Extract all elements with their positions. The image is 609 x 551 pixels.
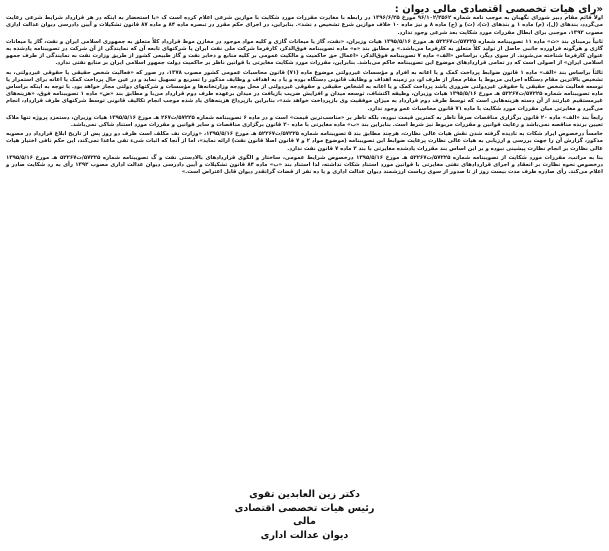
paragraph-fifth: خامساً درخصوص ایراد شکات به نادیده گرفته شدن نقش هیات عالی نظارت، هرچند مطابق بند ۵ تصویبنامه شماره ۵۷۲۲۵/ت۵۲۲۶۷ هـ مورخ ۱۳۹۵/۵/۱۶، «وزارت نف مکلف است ظرف دو روز پس از تاریخ ابلاغ قرارداد در مصوبه مذکور، گزارش آن را جهت بررسی و ارزیابی به هیات عالی نظارت پرعایت ضوابط این تصویبنامه (موضوع مواد ۲ و ۷ قانون اصلا قانون نفت) ارائه نماید»، اما از آنجا که اثبات شیء نفی ماعدا نمی‌کند، این حکم نافی اختیار هیات عالی نظارت بر انجام نظارت پیشینی نبوده و بر این اساس بند مقررات یادشده مغایرتی با بند ۲ ماده ۷ قانون نفت ندارد. bbox=[6, 131, 603, 152]
signatory-subtitle: مالی bbox=[293, 516, 316, 527]
paragraph-third: ثالثاً براساس بند «الف» ماده ۱ قانون ضوابط پرداخت کمک و یا اعانه به افراد و مؤسسات غیردولتی موضوع ماده (۷۱) قانون محاسبات عمومی کشور مصوب ۱۳۷۸، در صور که «فعالیت شخص حقیقی یا حقوقی غیردولتی، به تشخیص بالاترین مقام دستگاه اجرایی مربوط یا مقام مجاز از طرف او، در زمینه اهداف و وظایف قانونی دستگاه بوده و یا د به اهداف و وظایف مذکور را تسریع و تسهیل نماید و در عین حال پرداخت کمک یا اعانه برای استمرار یا توسعه فعالیت شخص حقیقی یا حقوقی غیردولتی ضروری باشد پرداخت کمک و یا اعانه به اشخاص حقیقی و حقوقی غیردولتی از محل بودجه وزارتخانه‌ها و مؤسسات و شرکتهای دولتی مجاز خواهد بود. با توجه به اینکه براساس ماده تصویبنامه شماره ۵۷۲۲۵/ت۵۲۲۶۷ هـ مورخ ۱۳۹۵/۵/۱۶ هیات وزیران، وظیفه اکتشاف، توسعه میدان و افزایش ضریب بازیافت در میدان برعهده طرف دوم قرارداد می‌با و مطابق بند «ض» ماده ۱ تصویبنامه فوق، «هزینه‌های غیرمستقیم عبارتند از آن دسته هزینه‌هایی است که توسط طرف دوم قرارداد به میزان موفقیت وی بازپرداخت خواهد شد»، بنابراین بازپرداخ هزینه‌های یاد شده موجب انجام تکالیف قانونی توسط شرکتهای طرف قرارداد، انجام می‌گیرد و مغایرتی میان مقررات مورد شکایت با ماده ۷۱ قانون محاسبات عمو وجود ندارد. bbox=[6, 69, 604, 112]
signature-block bbox=[0, 488, 609, 542]
ruling-heading: «رای هیات تخصصی اقتصادی مالی دیوان : bbox=[394, 4, 603, 15]
paragraph-conclusion: بنا به مراتب، مقررات مورد شکایت از تصویبنامه شماره ۵۷۲۲۵/ت۵۲۲۶۷ هـ مورخ ۱۳۹۵/۵/۱۶ درخصوص شرایط عمومی، ساختار و الگوی قراردادهای بالادستی نفت و گ تصویبنامه شماره ۵۷۲۲۵/ت۵۲۲۶۷ هـ مورخ ۱۳۹۵/۵/۱۶ درخصوص نحوه نظارت بر انعقاد و اجرای قراردادهای نفتی مغایرتی با قوانین مورد استناد شکات نداشته، لذا استناد بند «ب» ماده ۸۴ قانون تشکیلات و آیین دادرسی دیوان عدالت اداری مصوب ۱۳۹۲ رأی به رد شکایت صادر و اعلام می‌کند. رأی صادره ظرف مدت بیست روز از تا صدور از سوی ریاست ارزشمند دیوان عدالت اداری و یا ده نفر از قضات گرانقدر دیوان قابل اعتراض است.» bbox=[6, 154, 604, 176]
signatory-organization: دیوان عدالت اداری bbox=[260, 529, 349, 541]
paragraph-first: اولاً قائم مقام دبیر شورای نگهبان به موجب نامه شماره ۹۶/۱۰۲/۲۵۶۲ مورخ ۱۳۹۶/۶/۲۵ در رابطه با مغایرت مقررات مورد شکایت با موازین شرعی اعلام کرده است ک «با استحضار به اینکه در هر قرارداد شرایط شرعی رعایت می‌گردد، بندهای (ل)، (م) ماده ۱ و بندهای (ث)، (ت) و (ج) ماده ۸ و نیز ماده ۱۰ خلاف موازین شرع تشخیص د نشد». بنابراین، در اجرای حکم مقرر در تبصره ماده ۸۴ و ماده ۸۷ قانون تشکیلات و آیین دادرسی دیوان عدالت اداری مصوب ۱۳۹۲، موجبی برای ابطال مقررات مورد شکایت بعد شرعی وجود ندارد. bbox=[6, 15, 604, 36]
paragraph-fourth: رابعاً بند «الف» ماده ۲۰ قانون برگزاری مناقصات صرفاً ناظر به کمترین قیمت نبوده، بلکه ناظر بر «مناسب‌ترین قیمت» است و در ماده ۶ تصویبنامه شماره ۵۷۲۲۵/ت۲۶۷ هـ مورخ ۱۳۹۵/۵/۱۶ هیات وزیران، دستمزد پروژه تنها ملاک تعیین برنده مناقصه نمی‌باشد و رعایت قوانین و مقررات مربوط نیز شرط است. بنابراین بند «ب» ماده مغایرتی با ماده ۲۰ قانون برگزاری مناقصات و سایر قوانین و مقررات مورد استناد شاکی نمی‌باشد. bbox=[6, 114, 603, 129]
signatory-title: رئیس هیات تخصصی اقتصادی bbox=[234, 502, 375, 514]
signatory-name: دکتر زین العابدین تقوی bbox=[249, 489, 360, 500]
paragraph-second: ثانیاً برمبنای بند «ث» ماده ۱۱ تصویبنامه شماره ۵۷۲۲۵/ت۵۲۲۶۷ هـ مورخ ۱۳۹۵/۵/۱۶ هیات وزیران، «نفت، گاز یا میعانات گازی و کلیه مواد موجود در مخازن موظ قرارداد کلاً متعلق به جمهوری اسلامی ایران و نفت، گاز یا میعانات گازی و هرگونه فراورده جانبی حاصل از تولید کلاً متعلق به کارفرما می‌باشد.» و مطابق بند «ه» ماده تصویبنامه فوق‌الذکر، کارفرما شرکت ملی نفت ایران یا شرکتهای تابعه آن که نمایندگی از آن شرکت در تصویبنامه یادشده به عنوان کارفرما شناخته می‌شوند. از سوی دیگر، براساس «الف» ماده ۷ تصویبنامه فوق‌الذکر، «اعمال حق حاکمیت و مالکیت عمومی بر کلیه منابع و ذخایر نفت و گاز طبیعی کشور از طریق وزارت نفت به نمایندگی از طرف جمهو اسلامی ایران» از اصولی است که در تمامی قراردادهای موضوع این تصویبنامه حاکم می‌باشد. بنابراین، مقررات مورد شکایت مغایرتی با قوانین ناظر بر حاکمیت دولت جمهور اسلامی ایران بر منابع نفتی ندارد. bbox=[6, 38, 603, 67]
